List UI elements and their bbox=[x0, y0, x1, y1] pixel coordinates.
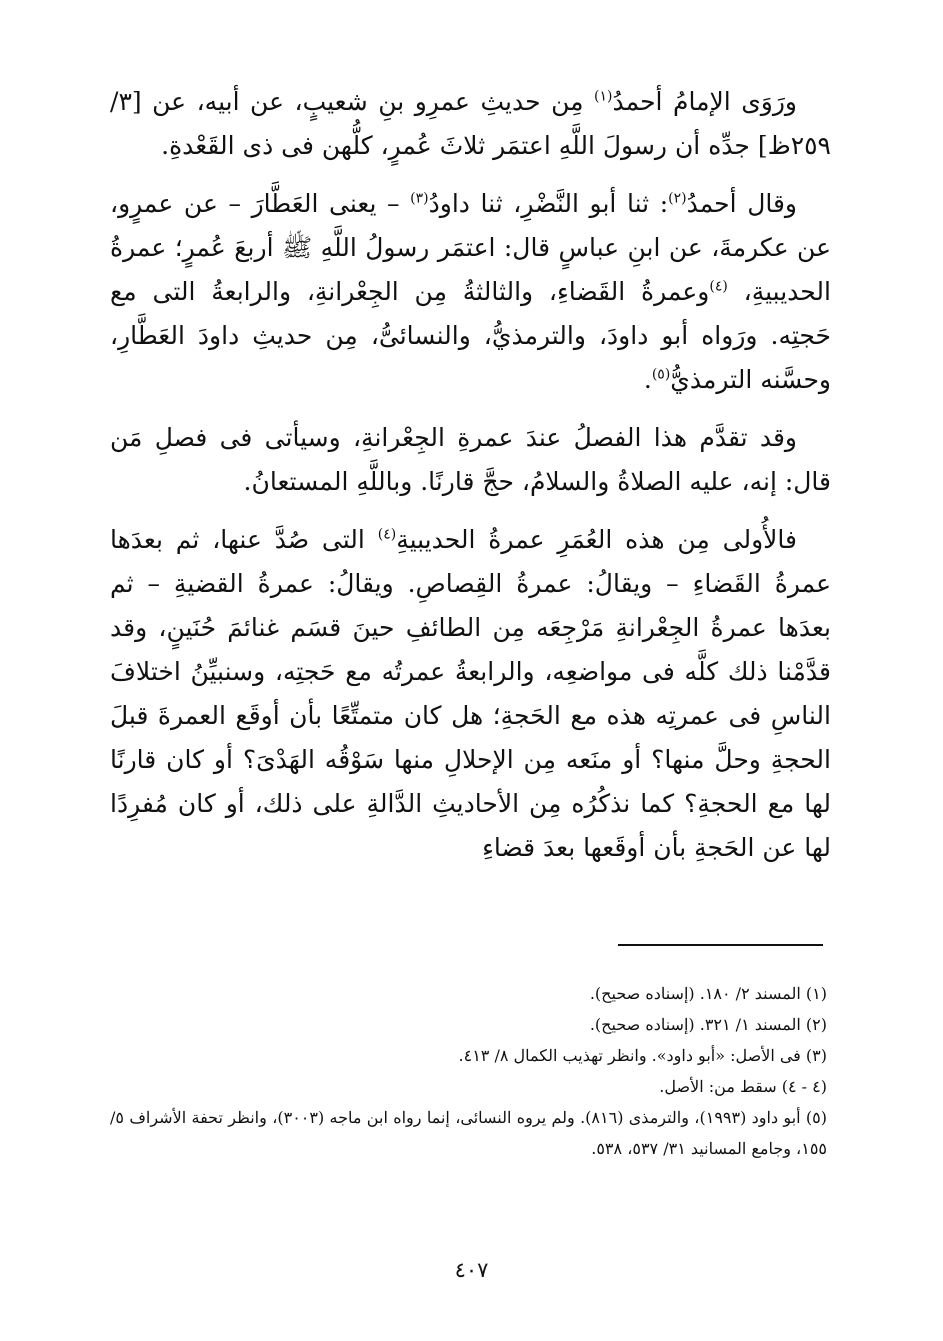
footnote-ref-5: (٥) bbox=[651, 366, 671, 383]
page-number: ٤٠٧ bbox=[454, 1258, 489, 1282]
footnote-separator bbox=[618, 944, 823, 946]
p2-text-e: . bbox=[643, 365, 652, 394]
footnote-3: (٣) فى الأصل: «أبو داود». وانظر تهذيب الكمال ٨/ ٤١٣. bbox=[458, 1046, 827, 1065]
paragraph-2 bbox=[110, 182, 831, 402]
footnote-5: (٥) أبو داود (١٩٩٣)، والترمذى (٨١٦). ولم يروه النسائى، إنما رواه ابن ماجه (٣٠٠٣)، وانظر تحفة الأشراف ٥/ ١٥٥، وجامع المسانيد ٣١/ ٥٣٧، ٥٣٨. bbox=[110, 1108, 828, 1158]
p1-text-a: ورَوَى الإمامُ أحمدُ bbox=[612, 87, 797, 116]
footnote-ref-3: (٣) bbox=[410, 190, 429, 207]
footnote-ref-2: (٢) bbox=[668, 190, 687, 207]
main-text bbox=[110, 80, 831, 870]
p2-text-c: – يعنى العَطَّارَ – عن عمرٍو، عن عكرمةَ، عن ابنِ عباسٍ قال: اعتمَر رسولُ اللَّهِ ﷺ أربعَ عُمرٍ؛ عمرةُ الحديبيةِ، bbox=[110, 189, 831, 306]
p4-text-b: التى صُدَّ عنها، ثم بعدَها عمرةُ القَضاءِ – ويقالُ: عمرةُ القِصاصِ. ويقالُ: عمرةُ القضيةِ – ثم بعدَها عمرةُ الجِعْرانةِ مَرْجِعَه مِن الطائفِ حينَ قسَم غنائمَ حُنَينٍ، وقد قدَّمْنا ذلك كلَّه فى مواضعِه، والرابعةُ عمرتُه مع حَجتِه، وسنبيِّنُ اختلافَ الناسِ فى عمرتِه هذه مع الحَجةِ؛ هل كان متمتِّعًا بأن أوقَع العمرةَ قبلَ الحجةِ وحلَّ منها؟ أو منَعه مِن الإحلالِ منها سَوْقُه الهَدْىَ؟ أو كان قارنًا لها مع الحجةِ؟ كما نذكُرُه مِن الأحاديثِ الدَّالةِ على ذلك، أو كان مُفرِدًا لها عن الحَجةِ بأن أوقَعها بعدَ قضاءِ bbox=[110, 525, 831, 862]
paragraph-4 bbox=[110, 518, 831, 870]
p4-text-a: فالأُولى مِن هذه العُمَرِ عمرةُ الحديبيةِ bbox=[396, 525, 797, 554]
footnote-4: (٤ - ٤) سقط من: الأصل. bbox=[659, 1077, 827, 1096]
footnote-2: (٢) المسند ١/ ٣٢١. (إسناده صحيح). bbox=[589, 1015, 827, 1034]
p2-text-b: : ثنا أبو النَّضْرِ، ثنا داودُ bbox=[428, 189, 669, 218]
p2-text-a: وقال أحمدُ bbox=[686, 189, 798, 218]
p1-text-b: مِن حديثِ عمرِو بنِ شعيبٍ، عن أبيه، عن [٣/ ٢٥٩ظ] جدِّه أن رسولَ اللَّهِ اعتمَر ثلاثَ عُمرٍ، كلُّهن فى ذى القَعْدةِ. bbox=[110, 87, 831, 160]
footnote-ref-4-end: (٤) bbox=[377, 526, 397, 543]
p2-text-d: وعمرةُ القَضاءِ، والثالثةُ مِن الجِعْرانةِ، والرابعةُ التى مع حَجتِه. ورَواه أبو داودَ، والترمذيُّ، والنسائىُّ، مِن حديثِ داودَ العَطَّارِ، وحسَّنه الترمذيُّ bbox=[110, 277, 831, 394]
footnote-ref-1: (١) bbox=[594, 88, 613, 105]
paragraph-1 bbox=[110, 80, 831, 168]
footnote-ref-4-start: (٤) bbox=[709, 278, 728, 295]
footnote-1: (١) المسند ٢/ ١٨٠. (إسناده صحيح). bbox=[589, 984, 827, 1003]
paragraph-3: وقد تقدَّم هذا الفصلُ عندَ عمرةِ الجِعْرانةِ، وسيأتى فى فصلِ مَن قال: إنه، عليه الصلاةُ والسلامُ، حجَّ قارنًا. وباللَّهِ المستعانُ. bbox=[110, 423, 831, 496]
footnotes bbox=[110, 978, 827, 1164]
